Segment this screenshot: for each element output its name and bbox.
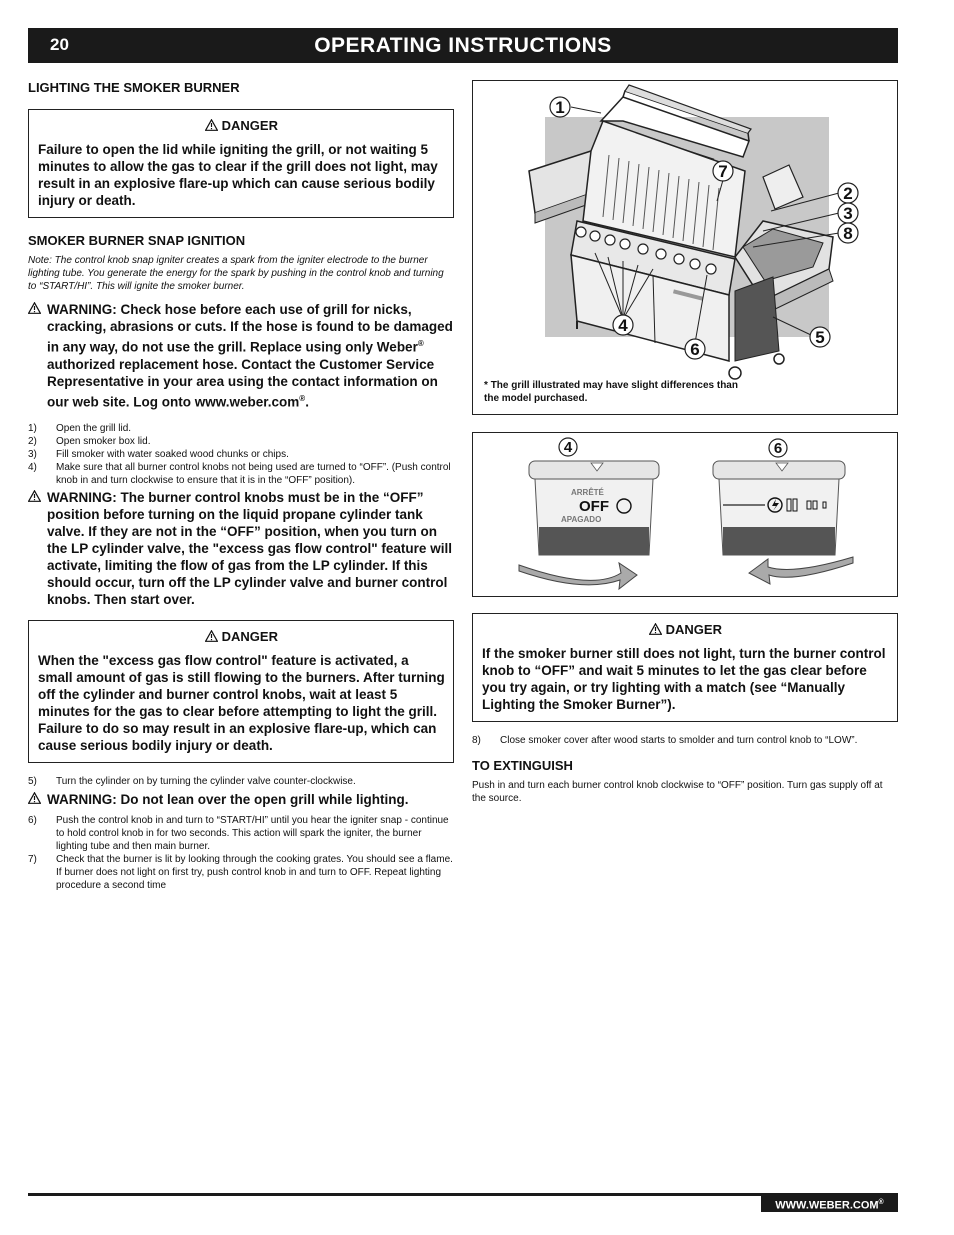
list-item: 6) Push the control knob in and turn to “START/HI” until you hear the igniter snap - continue to hold control knob in for two seconds. This action will spark the igniter, the burner lighting tube and then main burner. [28, 815, 449, 852]
callout-2: 2 [843, 184, 853, 203]
ignition-note: Note: The control knob snap igniter creates a spark from the igniter electrode to the burner lighting tube. You generate the energy for the spark by pushing in the control knob and turning to “START/HI”. This will ignite the smoker burner. [28, 255, 444, 292]
steps-list-b [28, 814, 454, 892]
right-column [472, 80, 898, 805]
hose-warning: WARNING: Check hose before each use of grill for nicks, cracking, abrasions or cuts. If the hose is found to be damaged in any way, do not use the grill. Replace using only Weber® authorized replacement hose. Contact the Customer Service Representative in your area using the contact information on our web site. Log onto www.weber.com®. [28, 301, 454, 410]
warning-triangle-icon [28, 302, 41, 314]
section-title: LIGHTING THE SMOKER BURNER [28, 80, 240, 95]
extinguish-title: TO EXTINGUISH [472, 758, 573, 773]
list-item: 7) Check that the burner is lit by looking through the cooking grates. You should see a flame. If burner does not light on first try, push control knob in and turn to OFF. Repeat lighting procedure a second time [28, 854, 453, 891]
knob-illustration [473, 433, 897, 594]
left-column [28, 80, 454, 892]
callout-8: 8 [843, 224, 853, 243]
danger-body: When the "excess gas flow control" feature is activated, a small amount of gas is still flowing to the burners. After turning off the cylinder and burner control knobs, wait at least 5 minutes for the gas to clear before attempting to light the grill. Failure to do so may result in an explosive flare-up, which can cause serious bodily injury or death. [38, 653, 445, 753]
step-5 [28, 775, 454, 788]
list-item: 2) Open smoker box lid. [28, 436, 151, 447]
callout-3: 3 [843, 204, 853, 223]
danger-box-1 [28, 109, 454, 218]
counterclockwise-arrow-icon [749, 557, 853, 584]
danger-title: DANGER [665, 622, 722, 637]
knob-figure [472, 432, 898, 597]
grill-figure [472, 80, 898, 415]
clockwise-arrow-icon [519, 563, 637, 589]
grill-footnote: * The grill illustrated may have slight differences than the model purchased. [484, 380, 738, 404]
danger-box-3 [472, 613, 898, 722]
callout-1: 1 [555, 98, 565, 117]
list-item: 4) Make sure that all burner control knobs not being used are turned to “OFF”. (Push control knob in and turn clockwise to ensure that it is in the “OFF” position). [28, 462, 451, 486]
callout-5: 5 [815, 328, 825, 347]
list-item: 1) Open the grill lid. [28, 423, 132, 434]
knob-label-6: 6 [773, 440, 783, 457]
knob-text-off: OFF [579, 498, 609, 515]
callout-7: 7 [718, 162, 728, 181]
page-title: OPERATING INSTRUCTIONS [314, 34, 612, 57]
danger-box-2 [28, 620, 454, 763]
footer-url[interactable]: WWW.WEBER.COM® [761, 1193, 898, 1212]
knob-off-warning: WARNING: The burner control knobs must be in the “OFF” position before turning on the liquid propane cylinder tank valve. If they are not in the “OFF” position, when you turn on the LP cylinder valve, the "excess gas flow control" feature will activate, limiting the flow of gas from the LP cylinder. If this should occur, turn off the LP cylinder valve and burner control knobs. Then start over. [28, 489, 454, 608]
danger-body: Failure to open the lid while igniting the grill, or not waiting 5 minutes to allow the gas to clear if the grill does not light, may result in an explosive flare-up which can cause serious bodily injury or death. [38, 142, 438, 208]
callout-6: 6 [690, 340, 700, 359]
danger-body: If the smoker burner still does not light, turn the burner control knob to “OFF” and wait 5 minutes to let the gas clear before you try again, or try lighting with a match (see “Manually Lighting the Smoker Burner”). [482, 646, 886, 712]
step-8 [472, 734, 898, 747]
warning-triangle-icon [205, 119, 218, 131]
header-bar [28, 28, 898, 63]
list-item: 3) Fill smoker with water soaked wood chunks or chips. [28, 449, 289, 460]
danger-title: DANGER [221, 118, 278, 133]
grill-illustration [473, 81, 897, 412]
warning-triangle-icon [28, 490, 41, 502]
knob-label-4: 4 [563, 439, 573, 456]
warning-triangle-icon [205, 630, 218, 642]
danger-title: DANGER [221, 629, 278, 644]
knob-text-es: APAGADO [561, 515, 602, 524]
list-item: 5) Turn the cylinder on by turning the cylinder valve counter-clockwise. [28, 776, 356, 787]
warning-triangle-icon [28, 792, 41, 804]
snap-ignition-title: SMOKER BURNER SNAP IGNITION [28, 233, 246, 248]
extinguish-body: Push in and turn each burner control knob clockwise to “OFF” position. Turn gas supply off at the source. [472, 780, 883, 804]
list-item: 8) Close smoker cover after wood starts to smolder and turn control knob to “LOW”. [472, 735, 858, 746]
lean-warning: WARNING: Do not lean over the open grill while lighting. [28, 791, 454, 808]
knob-text-fr: ARRÊTÉ [571, 488, 604, 497]
page-number: 20 [50, 35, 69, 54]
warning-triangle-icon [649, 623, 662, 635]
callout-4: 4 [618, 316, 628, 335]
steps-list-a [28, 422, 454, 487]
